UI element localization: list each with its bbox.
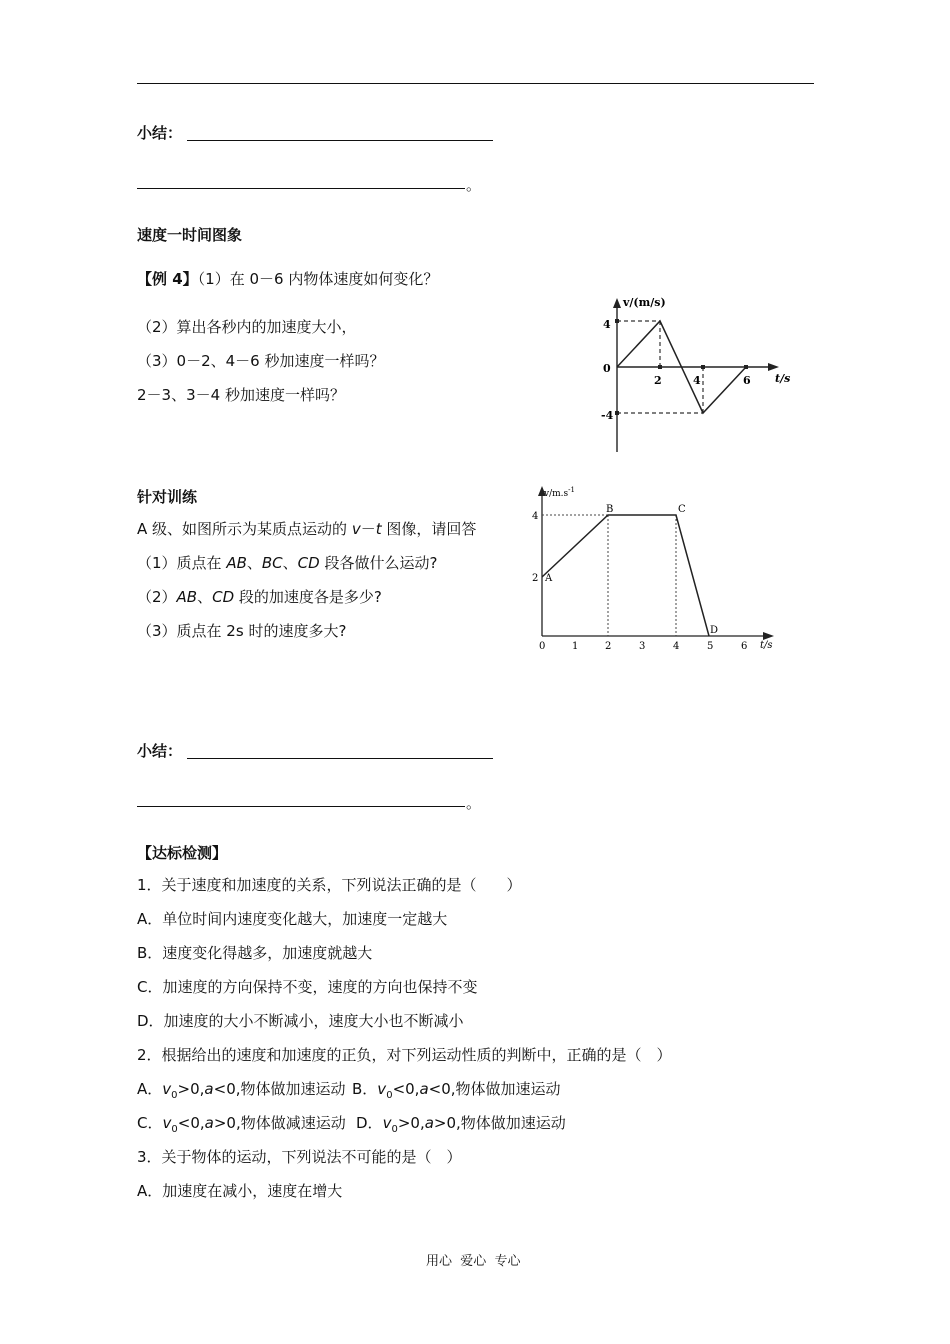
page-footer: 用心 爱心 专心 [426,1254,521,1269]
graph1-tick-mark [615,319,619,323]
graph2-tick-x4: 4 [673,641,680,652]
separator: 、 [246,554,262,572]
graph1-x-arrow [768,363,779,371]
segment-ab: AB [226,554,247,572]
segment-cd: CD [297,554,320,572]
graph2-tick-x0: 0 [539,641,546,652]
segment-ab: AB [176,588,198,606]
training-title: 针对训练 [137,488,198,506]
var-v: v [162,1080,172,1098]
example-4-question-4: 2－3、3－4 秒加速度一样吗？ [137,386,345,404]
graph1-tick-x4: 4 [693,374,701,387]
segment-cd: CD [212,588,235,606]
condition: <0, [177,1114,205,1132]
var-a: a [424,1114,434,1132]
var-v: v [382,1114,392,1132]
example-4-vt-graph [595,292,805,460]
graph2-x-arrow [763,632,774,640]
training-question-1 [137,552,437,573]
training-question-3: （3）质点在 2s 时的速度多大? [137,622,347,640]
header-rule [137,83,814,84]
check-q2-option-d [356,1112,566,1135]
separator: 、 [197,588,213,606]
training-intro [137,518,476,539]
graph2-y-label [543,486,575,499]
summary-2-blank-line-2 [137,806,465,807]
training-intro-tail: 图像，请回答 [381,520,477,538]
q1-prefix: （1）质点在 [137,554,227,572]
subscript: 0 [386,1090,393,1101]
check-q1-option-d: D．加速度的大小不断减小，速度大小也不断减小 [137,1012,464,1030]
graph1-tick-mark [615,411,619,415]
example-tag: 【例 4】 [137,270,198,288]
option-label: C． [137,1114,163,1132]
graph2-tick-x5: 5 [707,641,714,652]
summary-blank-line [187,140,493,141]
check-q2-option-c [137,1112,346,1135]
option-label: B． [352,1080,378,1098]
summary-label: 小结： [137,124,183,142]
graph2-y-label-unit-exp: -1 [568,486,575,494]
q2-suffix: 段的加速度各是多少? [234,588,382,606]
var-a: a [204,1114,214,1132]
example-4-question-3: （3）0－2、4－6 秒加速度一样吗？ [137,352,385,370]
summary-2-period: 。 [466,794,482,812]
graph2-x-label: t/s [760,640,773,651]
graph1-tick-0: 0 [603,362,611,375]
check-q1-option-c: C．加速度的方向保持不变，速度的方向也保持不变 [137,978,478,996]
graph1-tick-mark [658,365,662,369]
graph1-tick-4: 4 [603,318,611,331]
option-label: D． [356,1114,383,1132]
summary-2-label: 小结： [137,742,183,760]
graph1-tick-mark [744,365,748,369]
check-question-3: 3．关于物体的运动，下列说法不可能的是（ ） [137,1148,462,1166]
check-q1-option-a: A．单位时间内速度变化越大，加速度一定越大 [137,910,448,928]
graph2-tick-x6: 6 [741,641,748,652]
var-a: a [419,1080,429,1098]
condition: >0, [397,1114,425,1132]
subscript: 0 [171,1124,178,1135]
graph2-point-d: D [710,625,719,636]
dash: － [360,520,376,538]
subscript: 0 [171,1090,178,1101]
option-text: >0,物体做减速运动 [213,1114,346,1132]
graph1-tick-mark [701,365,705,369]
example-q1-text: （1）在 0－6 内物体速度如何变化？ [197,270,439,288]
graph2-point-c: C [678,504,686,515]
example-4-question-2: （2）算出各秒内的加速度大小， [137,318,357,336]
graph2-tick-x3: 3 [639,641,646,652]
graph1-x-label: t/s [775,372,791,385]
check-q1-option-b: B．速度变化得越多，加速度就越大 [137,944,373,962]
graph2-tick-x2: 2 [605,641,612,652]
graph2-tick-y2: 2 [532,573,539,584]
training-question-2 [137,586,382,607]
check-question-1: 1．关于速度和加速度的关系，下列说法正确的是（ ） [137,876,522,894]
graph1-tick-6: 6 [743,374,751,387]
var-v: v [377,1080,387,1098]
option-label: A． [137,1080,163,1098]
graph2-tick-y4: 4 [532,511,539,522]
graph1-y-label: v/(m/s) [623,296,666,309]
separator: 、 [282,554,298,572]
condition: <0, [392,1080,420,1098]
summary-blank-line-2 [137,188,465,189]
graph2-tick-x1: 1 [572,641,579,652]
check-question-2: 2．根据给出的速度和加速度的正负，对下列运动性质的判断中，正确的是（ ） [137,1046,672,1064]
summary-period: 。 [466,176,482,194]
q2-prefix: （2） [137,588,177,606]
graph2-y-label-text: v/m.s [544,489,569,499]
graph1-tick-minus-4: -4 [601,409,614,422]
training-intro-text: A 级、如图所示为某质点运动的 [137,520,352,538]
graph2-point-a: A [545,573,553,584]
var-v: v [351,520,361,538]
check-q3-option-a: A．加速度在减小，速度在增大 [137,1182,343,1200]
var-v: v [162,1114,172,1132]
graph1-y-arrow [613,298,621,308]
check-q2-option-a [137,1078,346,1101]
segment-bc: BC [261,554,283,572]
graph2-point-b: B [606,504,614,515]
section-title: 速度一时间图象 [137,226,243,244]
option-text: <0,物体做加速运动 [213,1080,346,1098]
example-4-question-1 [137,268,438,289]
graph1-tick-2: 2 [654,374,662,387]
condition: >0, [177,1080,205,1098]
q1-suffix: 段各做什么运动? [319,554,438,572]
subscript: 0 [391,1124,398,1135]
training-vt-graph [522,482,784,654]
summary-2-blank-line [187,758,493,759]
var-a: a [204,1080,214,1098]
check-title: 【达标检测】 [137,844,228,862]
var-t: t [375,520,382,538]
graph2-velocity-line [542,515,709,636]
option-text: >0,物体做加速运动 [433,1114,566,1132]
check-q2-option-b [352,1078,561,1101]
option-text: <0,物体做加速运动 [428,1080,561,1098]
